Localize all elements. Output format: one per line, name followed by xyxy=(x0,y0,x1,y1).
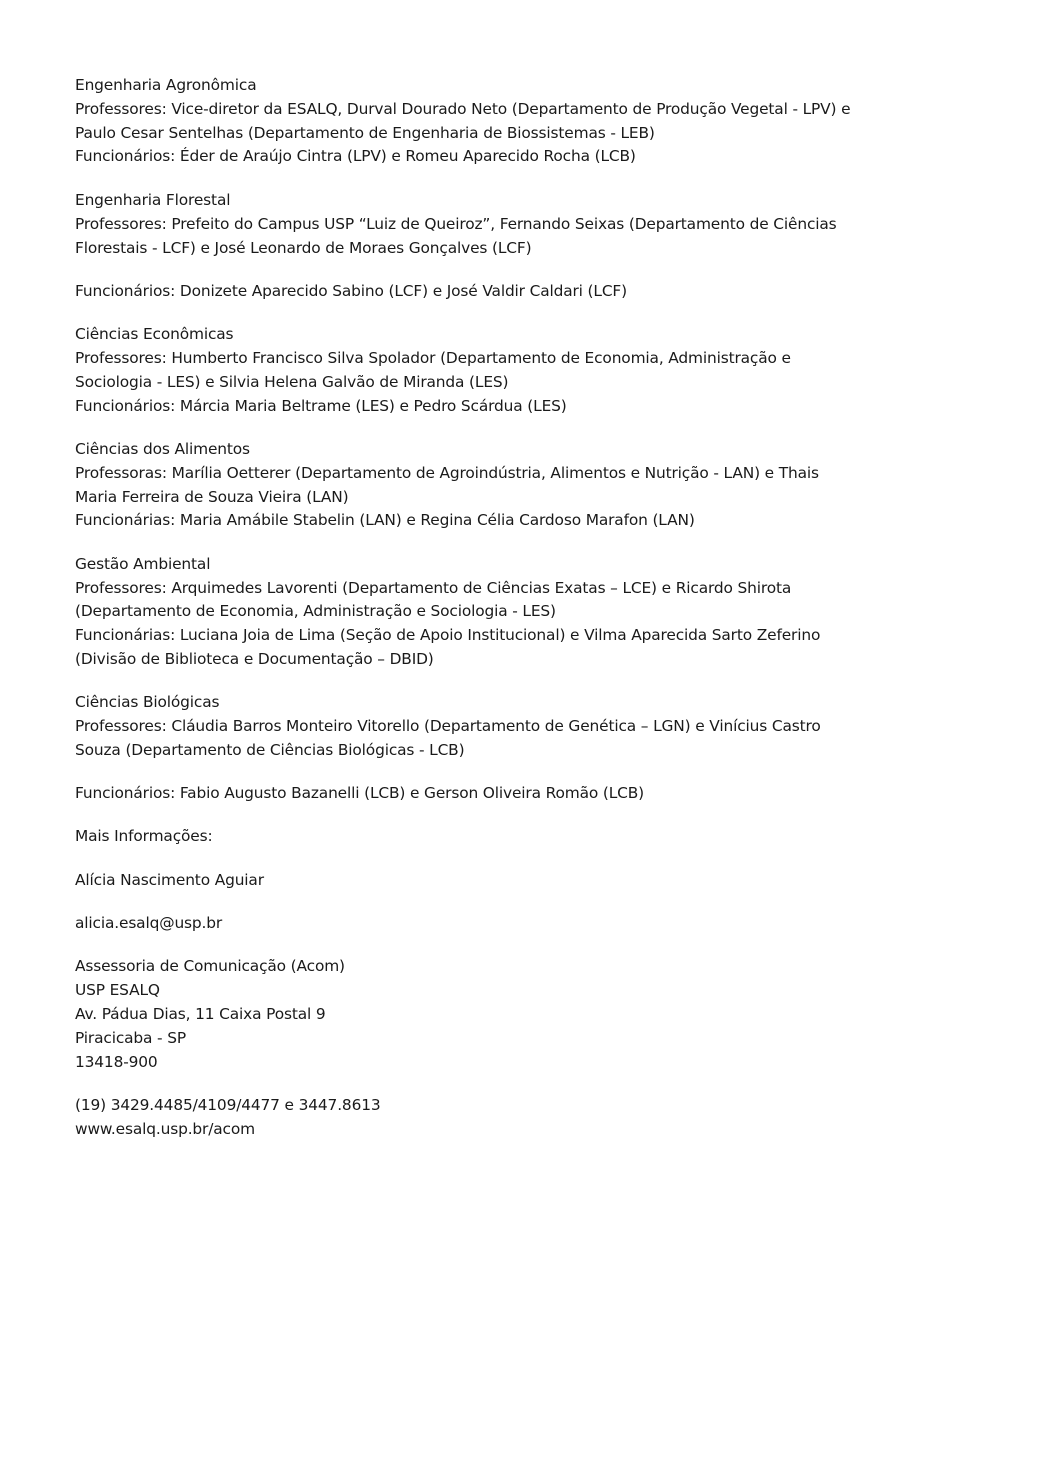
staff-line-cont: (Divisão de Biblioteca e Documentação – DBID) xyxy=(75,649,434,668)
professors-line: Professores: Arquimedes Lavorenti (Departamento de Ciências Exatas – LCE) e Ricardo Shirota xyxy=(75,578,792,597)
section-engenharia-florestal xyxy=(75,189,1015,260)
contact-name-block xyxy=(75,869,1015,893)
section-heading: Gestão Ambiental xyxy=(75,554,211,573)
office-name: Assessoria de Comunicação (Acom) xyxy=(75,957,345,976)
phone-web-block xyxy=(75,1094,1015,1142)
professors-line-cont: Florestais - LCF) e José Leonardo de Moraes Gonçalves (LCF) xyxy=(75,238,532,257)
professors-line-cont: Sociologia - LES) e Silvia Helena Galvão de Miranda (LES) xyxy=(75,372,509,391)
address-block xyxy=(75,955,1015,1074)
professors-line-cont: Maria Ferreira de Souza Vieira (LAN) xyxy=(75,487,349,506)
city-state: Piracicaba - SP xyxy=(75,1028,186,1047)
section-heading: Ciências Econômicas xyxy=(75,325,234,344)
staff-line: Funcionários: Márcia Maria Beltrame (LES) e Pedro Scárdua (LES) xyxy=(75,396,567,415)
contact-email-block xyxy=(75,912,1015,936)
section-ciencias-biologicas xyxy=(75,691,1015,762)
professors-line: Professores: Humberto Francisco Silva Spolador (Departamento de Economia, Administração e xyxy=(75,349,791,368)
section-gestao-ambiental xyxy=(75,553,1015,672)
section-biologicas-staff xyxy=(75,782,1015,806)
professors-line-cont: Paulo Cesar Sentelhas (Departamento de Engenharia de Biossistemas - LEB) xyxy=(75,123,655,142)
professors-line: Professoras: Marília Oetterer (Departamento de Agroindústria, Alimentos e Nutrição - LAN) e Thais xyxy=(75,463,819,482)
professors-line: Professores: Prefeito do Campus USP “Luiz de Queiroz”, Fernando Seixas (Departamento de Ciências xyxy=(75,214,837,233)
section-heading: Ciências Biológicas xyxy=(75,693,220,712)
street-address: Av. Pádua Dias, 11 Caixa Postal 9 xyxy=(75,1004,326,1023)
staff-line: Funcionárias: Maria Amábile Stabelin (LAN) e Regina Célia Cardoso Marafon (LAN) xyxy=(75,511,695,530)
professors-line-cont: (Departamento de Economia, Administração e Sociologia - LES) xyxy=(75,602,556,621)
phone-numbers: (19) 3429.4485/4109/4477 e 3447.8613 xyxy=(75,1095,381,1114)
professors-line-cont: Souza (Departamento de Ciências Biológicas - LCB) xyxy=(75,740,465,759)
section-ciencias-alimentos xyxy=(75,438,1015,533)
institution-name: USP ESALQ xyxy=(75,981,160,1000)
section-heading: Engenharia Florestal xyxy=(75,191,231,210)
staff-line: Funcionários: Donizete Aparecido Sabino (LCF) e José Valdir Caldari (LCF) xyxy=(75,282,627,301)
professors-line: Professores: Cláudia Barros Monteiro Vitorello (Departamento de Genética – LGN) e Vinícius Castro xyxy=(75,717,821,736)
professors-line: Professores: Vice-diretor da ESALQ, Durval Dourado Neto (Departamento de Produção Vegetal - LPV) e xyxy=(75,99,851,118)
staff-line: Funcionários: Éder de Araújo Cintra (LPV) e Romeu Aparecido Rocha (LCB) xyxy=(75,147,636,166)
more-info-label: Mais Informações: xyxy=(75,827,213,846)
postal-code: 13418-900 xyxy=(75,1052,158,1071)
contact-name: Alícia Nascimento Aguiar xyxy=(75,870,264,889)
website: www.esalq.usp.br/acom xyxy=(75,1119,255,1138)
section-heading: Engenharia Agronômica xyxy=(75,76,257,94)
section-engenharia-agronomica xyxy=(75,74,1015,169)
more-info-heading xyxy=(75,825,1015,849)
section-ciencias-economicas xyxy=(75,323,1015,418)
section-heading: Ciências dos Alimentos xyxy=(75,440,250,459)
document-body xyxy=(75,74,1015,1141)
staff-line: Funcionárias: Luciana Joia de Lima (Seção de Apoio Institucional) e Vilma Aparecida Sarto Zeferino xyxy=(75,626,821,645)
contact-email: alicia.esalq@usp.br xyxy=(75,914,223,933)
section-florestal-staff xyxy=(75,280,1015,304)
staff-line: Funcionários: Fabio Augusto Bazanelli (LCB) e Gerson Oliveira Romão (LCB) xyxy=(75,784,645,803)
